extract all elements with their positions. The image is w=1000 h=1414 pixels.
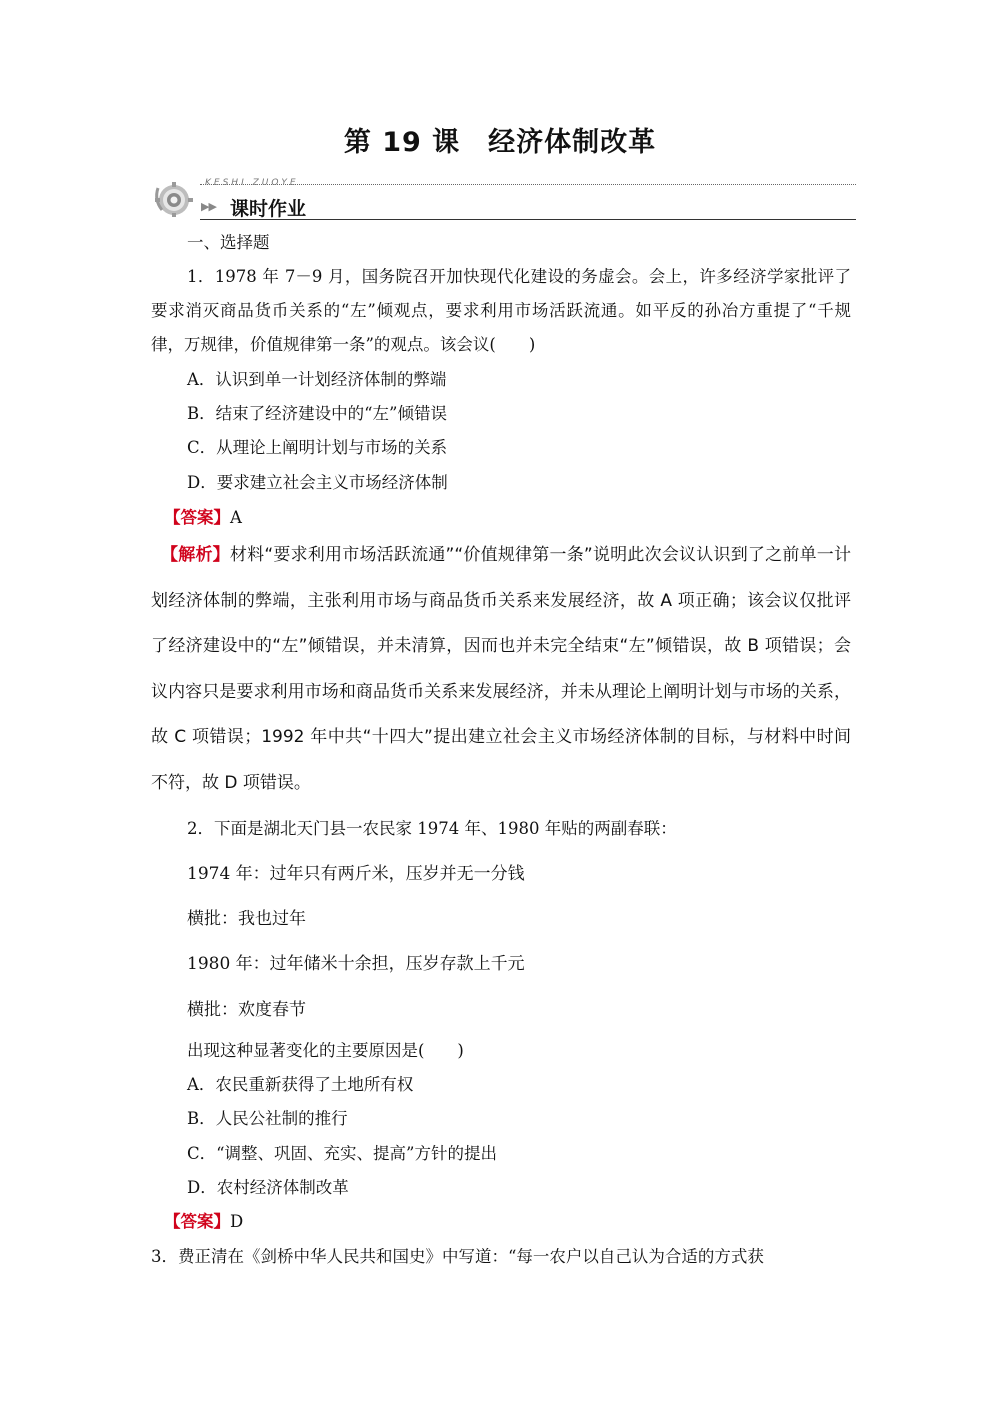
q1-answer	[164, 507, 242, 529]
couplet-text: 欢度春节	[238, 1000, 306, 1020]
q2-option-a: A．农民重新获得了土地所有权	[187, 1075, 414, 1094]
gear-logo-icon	[150, 178, 194, 218]
header-arrows-icon: ▶▶	[201, 200, 216, 213]
q1-option-a: A．认识到单一计划经济体制的弊端	[187, 370, 447, 389]
couplet-text: 我也过年	[238, 909, 306, 929]
answer-value: D	[230, 1212, 244, 1231]
couplet-year: 横批：	[187, 1000, 238, 1020]
q2-option-d: D．农村经济体制改革	[187, 1178, 349, 1197]
couplet-1980	[187, 953, 525, 975]
question-3-stem: 3．费正清在《剑桥中华人民共和国史》中写道：“每一农户以自己认为合适的方式获	[151, 1247, 764, 1266]
couplet-banner-1980	[187, 999, 306, 1021]
q2-option-c: C．“调整、巩固、充实、提高”方针的提出	[187, 1144, 497, 1163]
couplet-text: 过年储米十余担，压岁存款上千元	[269, 954, 525, 974]
q1-option-b: B．结束了经济建设中的“左”倾错误	[187, 404, 447, 423]
q2-answer	[164, 1211, 243, 1233]
q1-option-d: D．要求建立社会主义市场经济体制	[187, 473, 448, 492]
section-header-label: 课时作业	[230, 198, 307, 220]
q2-option-b: B．人民公社制的推行	[187, 1109, 348, 1128]
answer-value: A	[230, 508, 242, 527]
analysis-text: 材料“要求利用市场活跃流通”“价值规律第一条”说明此次会议认识到了之前单一计划经济体制的弊端，主张利用市场与商品货币关系来发展经济，故 A 项正确；该会议仅批评了经济建设中的“左”倾错误，并未清算，因而也并未完全结束“左”倾错误，故 B 项错误；会议内容只是要求利用市场和商品货币关系来发展经济，并未从理论上阐明计划与市场的关系，故 C 项错误；1992 年中共“十四大”提出建立社会主义市场经济体制的目标，与材料中时间不符，故 D 项错误。	[151, 545, 852, 793]
couplet-banner-1974	[187, 908, 306, 930]
q2-question: 出现这种显著变化的主要原因是( )	[187, 1041, 464, 1060]
answer-label: 【答案】	[164, 1212, 230, 1231]
couplet-year: 横批：	[187, 909, 238, 929]
couplet-year: 1974 年：	[187, 864, 270, 884]
answer-label: 【答案】	[164, 508, 230, 527]
section-heading: 一、选择题	[187, 233, 270, 252]
question-2-stem: 2．下面是湖北天门县一农民家 1974 年、1980 年贴的两副春联：	[187, 819, 677, 838]
q1-option-c: C．从理论上阐明计划与市场的关系	[187, 438, 448, 457]
couplet-text: 过年只有两斤米，压岁并无一分钱	[269, 864, 525, 884]
question-1-stem: 1．1978 年 7－9 月，国务院召开加快现代化建设的务虚会。会上，许多经济学家批评了要求消灭商品货币关系的“左”倾观点，要求利用市场活跃流通。如平反的孙冶方重提了“千规律，万规律，价值规律第一条”的观点。该会议( )	[151, 267, 851, 354]
page-title: 第 19 课 经济体制改革	[343, 127, 657, 158]
q1-analysis	[151, 533, 851, 806]
couplet-year: 1980 年：	[187, 954, 270, 974]
couplet-1974	[187, 863, 525, 885]
header-english-label: KESHI ZUOYE	[205, 178, 299, 188]
analysis-label: 【解析】	[161, 545, 230, 565]
